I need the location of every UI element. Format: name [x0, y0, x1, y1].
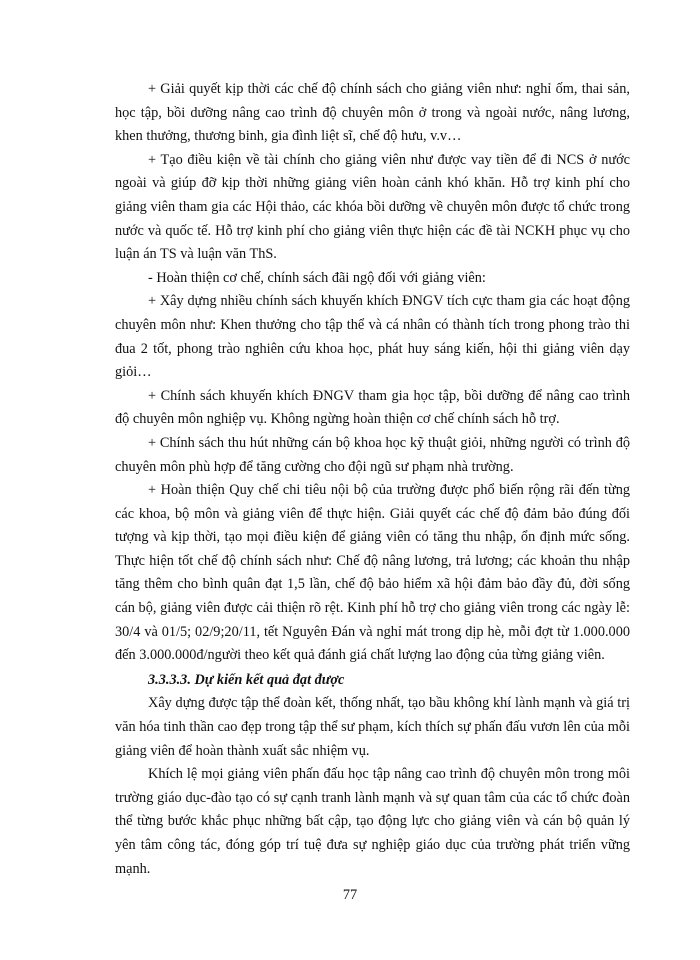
paragraph-expected-result-1: Xây dựng được tập thể đoàn kết, thống nhất, tạo bầu không khí lành mạnh và giá trị văn hóa tinh thần cao đẹp trong tập thể sư phạm, kích thích sự phấn đấu vươn lên của mỗi giảng viên để hoàn thành xuất sắc nhiệm vụ. — [115, 695, 630, 759]
paragraph-encouragement-policies: + Xây dựng nhiều chính sách khuyến khích ĐNGV tích cực tham gia các hoạt động chuyên môn như: Khen thưởng cho tập thể và cá nhân có thành tích trong phong trào thi đua 2 tốt, phong trào nghiên cứu khoa học, phát huy sáng kiến, hội thi giảng viên dạy giỏi… — [115, 293, 630, 381]
paragraph-remuneration-mechanism: - Hoàn thiện cơ chế, chính sách đãi ngộ đối với giảng viên: — [148, 269, 486, 286]
paragraph-financial-support: + Tạo điều kiện về tài chính cho giảng viên như được vay tiền để đi NCS ở nước ngoài và giúp đỡ kịp thời những giảng viên hoàn cảnh khó khăn. Hỗ trợ kinh phí cho giảng viên tham gia các Hội thảo, các khóa bồi dưỡng về chuyên môn được tổ chức trong nước và quốc tế. Hỗ trợ kinh phí cho giảng viên thực hiện các đề tài NCKH phục vụ cho luận án TS và luận văn ThS. — [115, 151, 630, 263]
page-body — [115, 78, 630, 881]
section-heading: 3.3.3.3. Dự kiến kết quả đạt được — [148, 671, 345, 688]
paragraph-recruitment-policy: + Chính sách thu hút những cán bộ khoa học kỹ thuật giỏi, những người có trình độ chuyên môn phù hợp để tăng cường cho đội ngũ sư phạm nhà trường. — [115, 434, 630, 475]
paragraph-internal-spending-rules: + Hoàn thiện Quy chế chi tiêu nội bộ của trường được phổ biến rộng rãi đến từng các khoa, bộ môn và giảng viên để thực hiện. Giải quyết các chế độ đảm bảo đúng đối tượng và kịp thời, tạo mọi điều kiện để giảng viên có tăng thu nhập, ổn định mức sống. Thực hiện tốt chế độ chính sách như: Chế độ nâng lương, trả lương; các khoản thu nhập tăng thêm cho bình quân đạt 1,5 lần, chế độ bảo hiểm xã hội đảm bảo đầy đủ, đời sống cán bộ, giảng viên được cải thiện rõ rệt. Kinh phí hỗ trợ cho giảng viên trong các ngày lễ: 30/4 và 01/5; 02/9;20/11, tết Nguyên Đán và nghỉ mát trong dịp hè, mỗi đợt từ 1.000.000 đến 3.000.000đ/người theo kết quả đánh giá chất lượng lao động của từng giảng viên. — [115, 482, 630, 664]
paragraph-expected-result-2: Khích lệ mọi giảng viên phấn đấu học tập nâng cao trình độ chuyên môn trong môi trường giáo dục-đào tạo có sự cạnh tranh lành mạnh và sự quan tâm của các tổ chức đoàn thể từng bước khắc phục những bất cập, tạo động lực cho giảng viên và cán bộ quản lý yên tâm công tác, đóng góp trí tuệ đưa sự nghiệp giáo dục của trường phát triển vững mạnh. — [115, 766, 630, 877]
paragraph-training-policy: + Chính sách khuyến khích ĐNGV tham gia học tập, bồi dưỡng để nâng cao trình độ chuyên môn nghiệp vụ. Không ngừng hoàn thiện cơ chế chính sách hỗ trợ. — [115, 387, 630, 428]
paragraph-policy-benefits: + Giải quyết kịp thời các chế độ chính sách cho giảng viên như: nghỉ ốm, thai sản, học tập, bồi dưỡng nâng cao trình độ chuyên môn ở trong và ngoài nước, nâng lương, khen thưởng, thương binh, gia đình liệt sĩ, chế độ hưu, v.v… — [115, 81, 630, 145]
page-number: 77 — [342, 887, 358, 903]
